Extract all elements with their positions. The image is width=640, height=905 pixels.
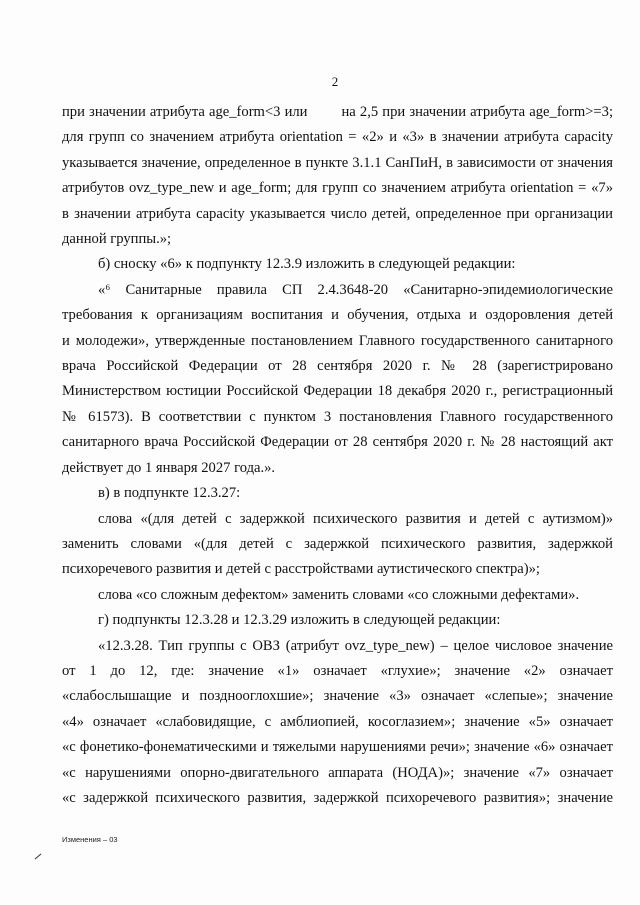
text-line: санитарного врача Российской Федерации от 28 сентября 2020 г. № 28 настоящий акт <box>62 434 613 451</box>
text-line: и молодежи», утвержденные постановлением Главного государственного санитарного <box>62 332 613 349</box>
footer-note: Изменения – 03 <box>62 835 118 844</box>
paragraph-heading: г) подпункты 12.3.28 и 12.3.29 изложить в следующей редакции: <box>98 612 501 629</box>
text-line: слова «со сложным дефектом» заменить словами «со сложными дефектами». <box>98 586 580 603</box>
text-line: «12.3.28. Тип группы с ОВЗ (атрибут ovz_type_new) – целое числовое значение <box>98 637 613 654</box>
text-line: «слабослышащие и позднооглохшие»; значение «3» означает «слепые»; значение <box>62 688 613 705</box>
paragraph-heading: в) в подпункте 12.3.27: <box>98 485 241 502</box>
page-number: 2 <box>331 74 339 89</box>
text-line: «с фонетико-фонематическими и тяжелыми нарушениями речи»; значение «6» означает <box>62 739 613 756</box>
document-body <box>62 100 613 811</box>
text-line: требования к организациям воспитания и обучения, отдыха и оздоровления детей <box>62 307 613 324</box>
text-line: психоречевого развития и детей с расстройствами аутистического спектра)»; <box>62 561 540 578</box>
text-line: заменить словами «(для детей с задержкой психического развития, задержкой <box>62 535 613 552</box>
text-line <box>62 100 613 125</box>
text-line-part: на 2,5 при значении атрибута age_form>=3; <box>341 104 613 120</box>
text-line: «с задержкой психического развития, задержкой психоречевого развития»; значение <box>62 789 613 806</box>
paragraph-heading: б) сноску «6» к подпункту 12.3.9 изложить в следующей редакции: <box>98 256 516 273</box>
text-line: «4» означает «слабовидящие, с амблиопией, косоглазием»; значение «5» означает <box>62 713 613 730</box>
text-line: для групп со значением атрибута orientation = «2» и «3» в значении атрибута capacity <box>62 129 613 146</box>
text-line: атрибутов ovz_type_new и age_form; для групп со значением атрибута orientation = «7» <box>62 180 613 197</box>
text-line: № 61573). В соответствии с пунктом 3 постановления Главного государственного <box>62 408 613 425</box>
text-line: врача Российской Федерации от 28 сентября 2020 г. № 28 (зарегистрировано <box>62 358 613 375</box>
text-line: слова «(для детей с задержкой психического развития и детей с аутизмом)» <box>98 510 613 527</box>
text-line: «⁶ Санитарные правила СП 2.4.3648-20 «Санитарно-эпидемиологические <box>98 281 613 298</box>
text-line: данной группы.»; <box>62 231 172 248</box>
text-line-part: при значении атрибута age_form<3 или <box>62 104 308 120</box>
text-line: от 1 до 12, где: значение «1» означает «глухие»; значение «2» означает <box>62 662 613 679</box>
text-line: указывается значение, определенное в пункте 3.1.1 СанПиН, в зависимости от значения <box>62 154 613 171</box>
text-line: действует до 1 января 2027 года.». <box>62 459 276 476</box>
pen-mark <box>35 854 42 860</box>
text-line: Министерством юстиции Российской Федерации 18 декабря 2020 г., регистрационный <box>62 383 613 400</box>
text-line: в значении атрибута capacity указывается число детей, определенное при организации <box>62 205 613 222</box>
text-line: «с нарушениями опорно-двигательного аппарата (НОДА)»; значение «7» означает <box>62 764 613 781</box>
